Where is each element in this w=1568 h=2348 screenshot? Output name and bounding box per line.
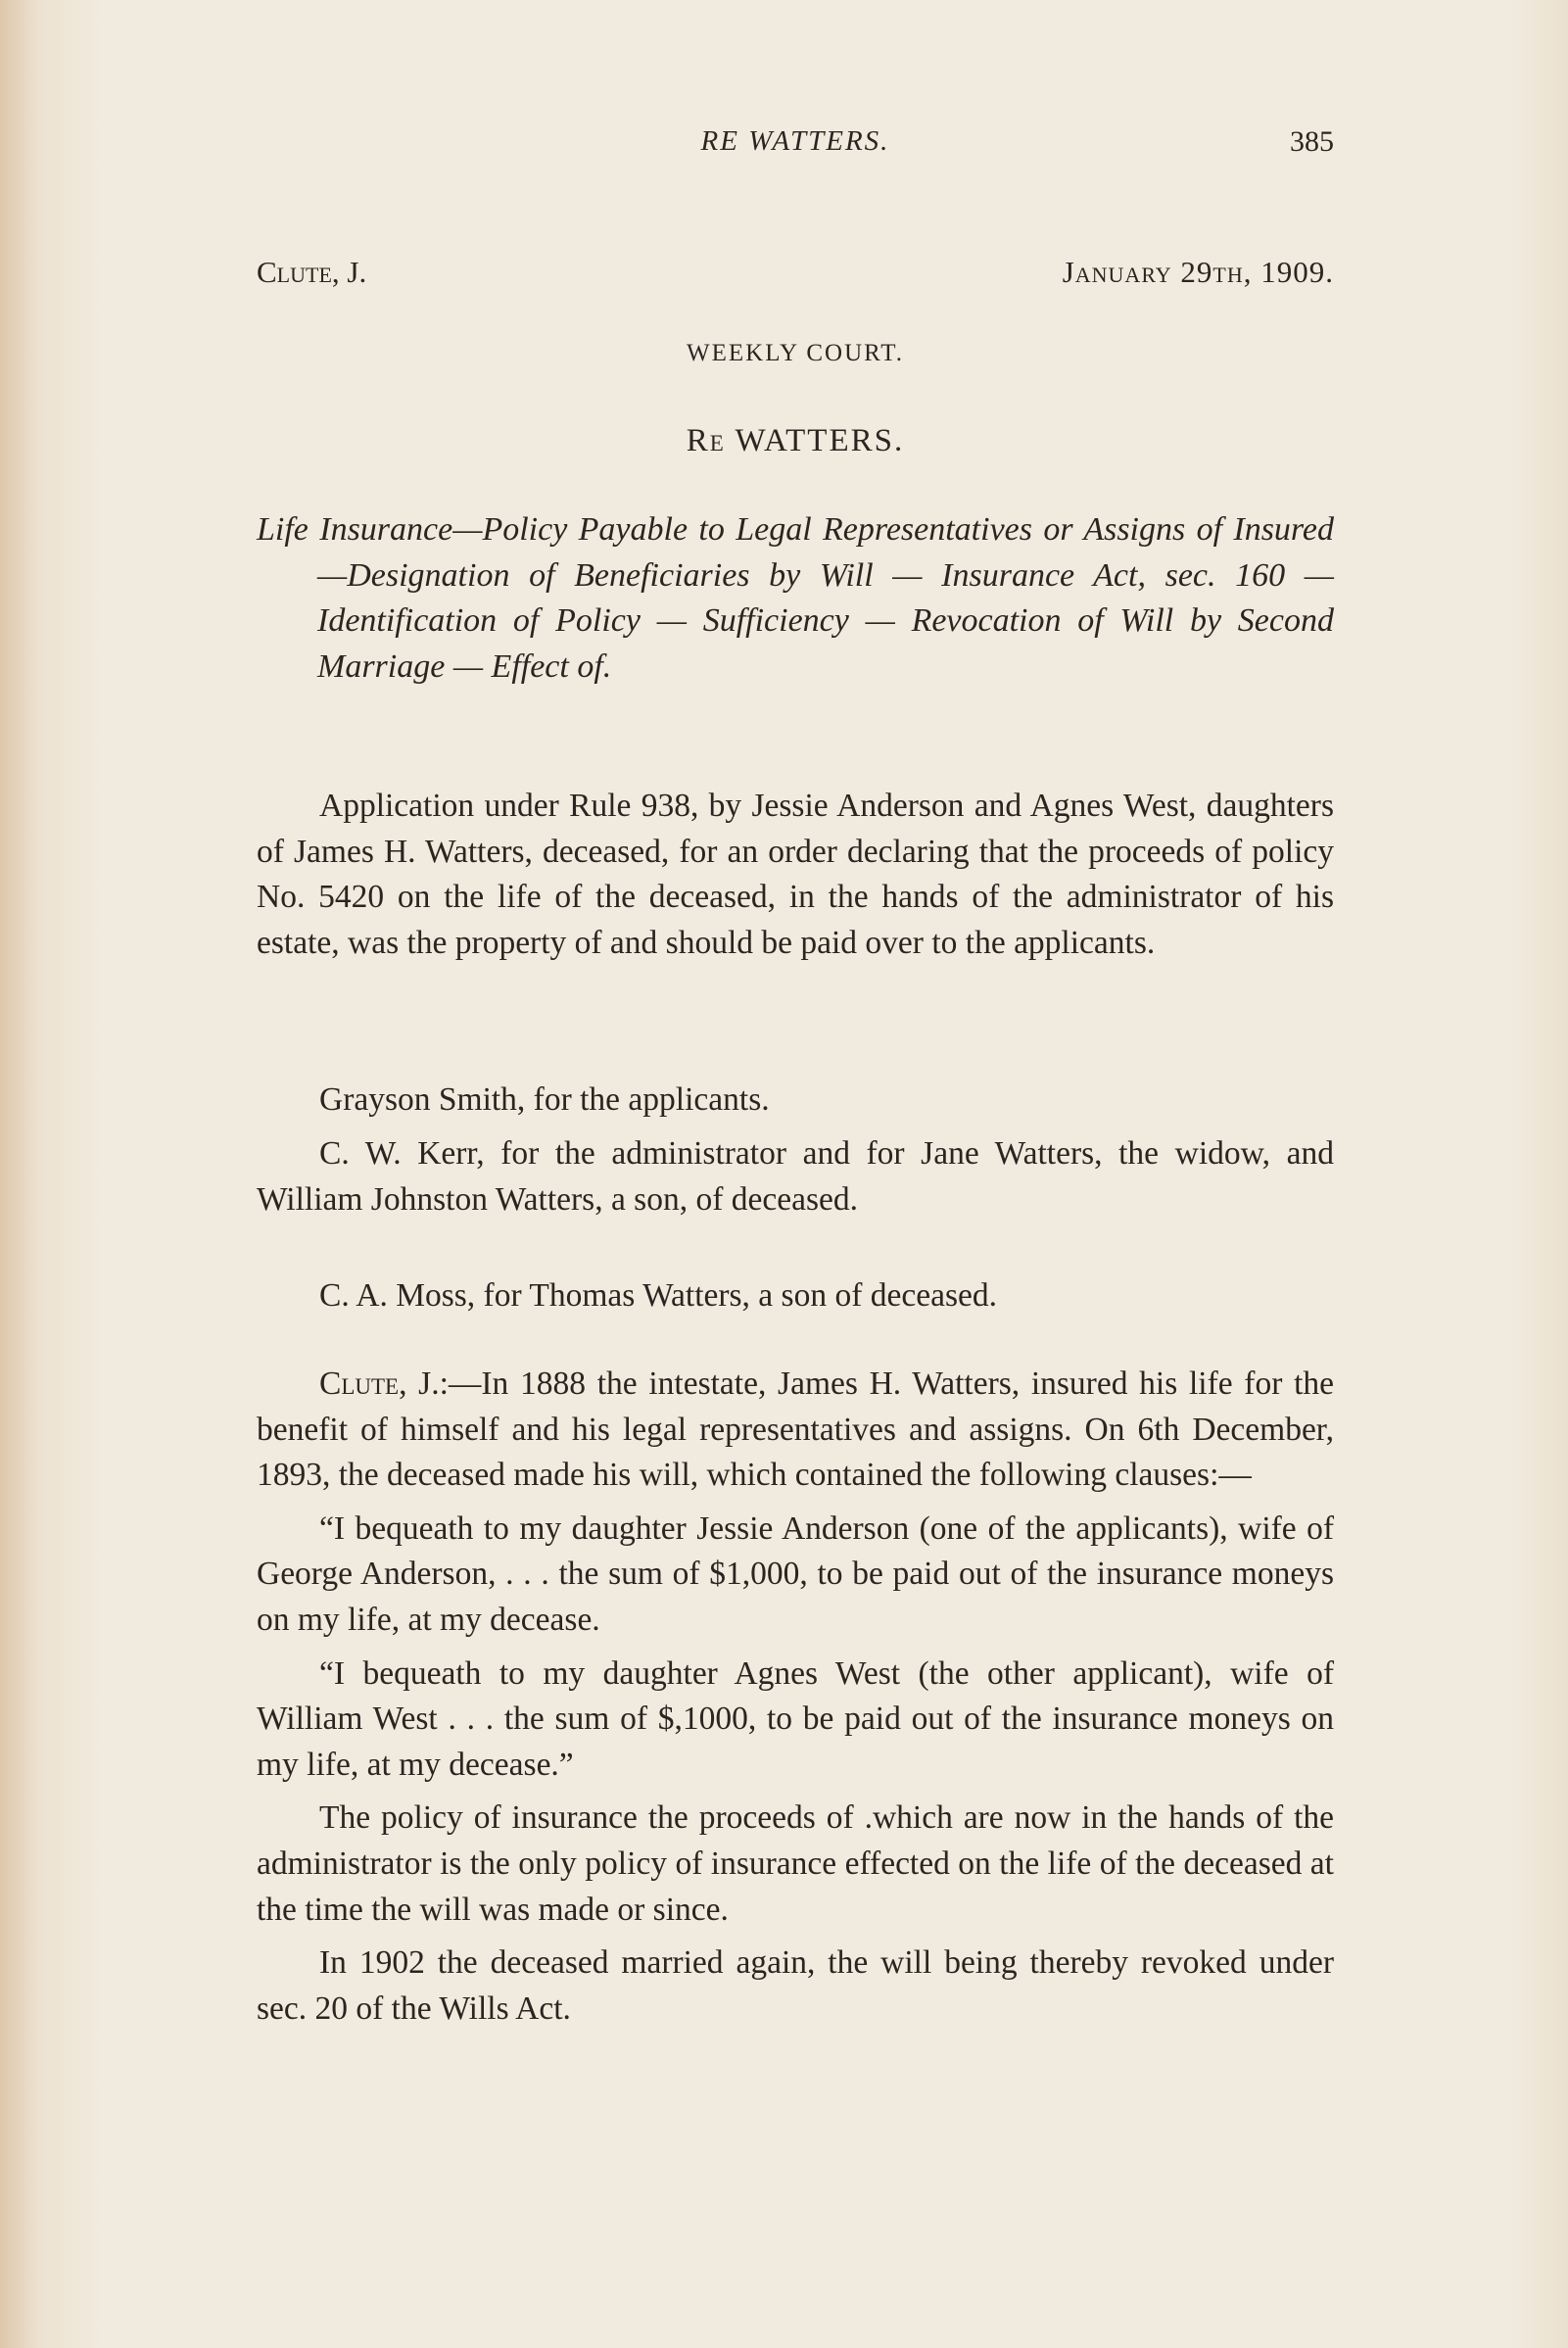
opinion-paragraph-1-text: :—In 1888 the intestate, James H. Watters, insured his life for the benefit of himself and his legal representatives and assigns. On 6th December, 1893, the deceased made his will, which contained the following clauses:— bbox=[257, 1366, 1334, 1494]
counsel-thomas: C. A. Moss, for Thomas Watters, a son of deceased. bbox=[319, 1277, 998, 1314]
counsel-paragraph bbox=[257, 1078, 1334, 1124]
counsel-paragraph bbox=[257, 1131, 1334, 1222]
opinion-paragraph-marriage: In 1902 the deceased married again, the will being thereby revoked under sec. 20 of the Wills Act. bbox=[257, 1944, 1334, 2027]
opinion-paragraph-policy: The policy of insurance the proceeds of .which are now in the hands of the administrator is the only policy of insurance effected on the life of the deceased at the time the will was made or since. bbox=[257, 1799, 1334, 1928]
application-text: Application under Rule 938, by Jessie Anderson and Agnes West, daughters of James H. Watters, deceased, for an order declaring that the proceeds of policy No. 5420 on the life of the deceased, in the hands of the administrator of his estate, was the property of and should be paid over to the applicants. bbox=[257, 788, 1334, 961]
court-name: WEEKLY COURT. bbox=[687, 340, 904, 366]
counsel-paragraph bbox=[257, 1273, 1334, 1319]
application-paragraph bbox=[257, 784, 1334, 966]
will-clause-1: “I bequeath to my daughter Jessie Anderson (one of the applicants), wife of George Anderson, . . . the sum of $1,000, to be paid out of the insurance moneys on my life, at my decease. bbox=[257, 1509, 1334, 1638]
page-number: 385 bbox=[1290, 125, 1334, 158]
opinion-paragraph-1 bbox=[257, 1362, 1334, 1499]
judge-date-line bbox=[257, 255, 1334, 294]
opinion bbox=[257, 1362, 1334, 2032]
running-head bbox=[257, 125, 1334, 165]
judge-name: Clute, J. bbox=[257, 255, 367, 289]
headnote: Life Insurance—Policy Payable to Legal Representatives or Assigns of Insured—Designation of Beneficiaries by Will — Insurance Act, sec. 160 — Identification of Policy — Sufficiency — Revocation of Will by Second Marriage — Effect of. bbox=[257, 511, 1334, 685]
counsel-applicants: Grayson Smith, for the applicants. bbox=[319, 1081, 770, 1118]
opinion-judge: Clute, J. bbox=[319, 1366, 440, 1402]
running-title: RE WATTERS. bbox=[700, 125, 890, 157]
will-clause-2: “I bequeath to my daughter Agnes West (the other applicant), wife of William West . . . the sum of $,1000, to be paid out of the insurance moneys on my life, at my decease.” bbox=[257, 1654, 1334, 1783]
case-title: Re WATTERS. bbox=[686, 423, 905, 458]
counsel-administrator: C. W. Kerr, for the administrator and for Jane Watters, the widow, and William Johnston Watters, a son, of deceased. bbox=[257, 1135, 1334, 1218]
decision-date: January 29th, 1909. bbox=[1062, 255, 1334, 289]
